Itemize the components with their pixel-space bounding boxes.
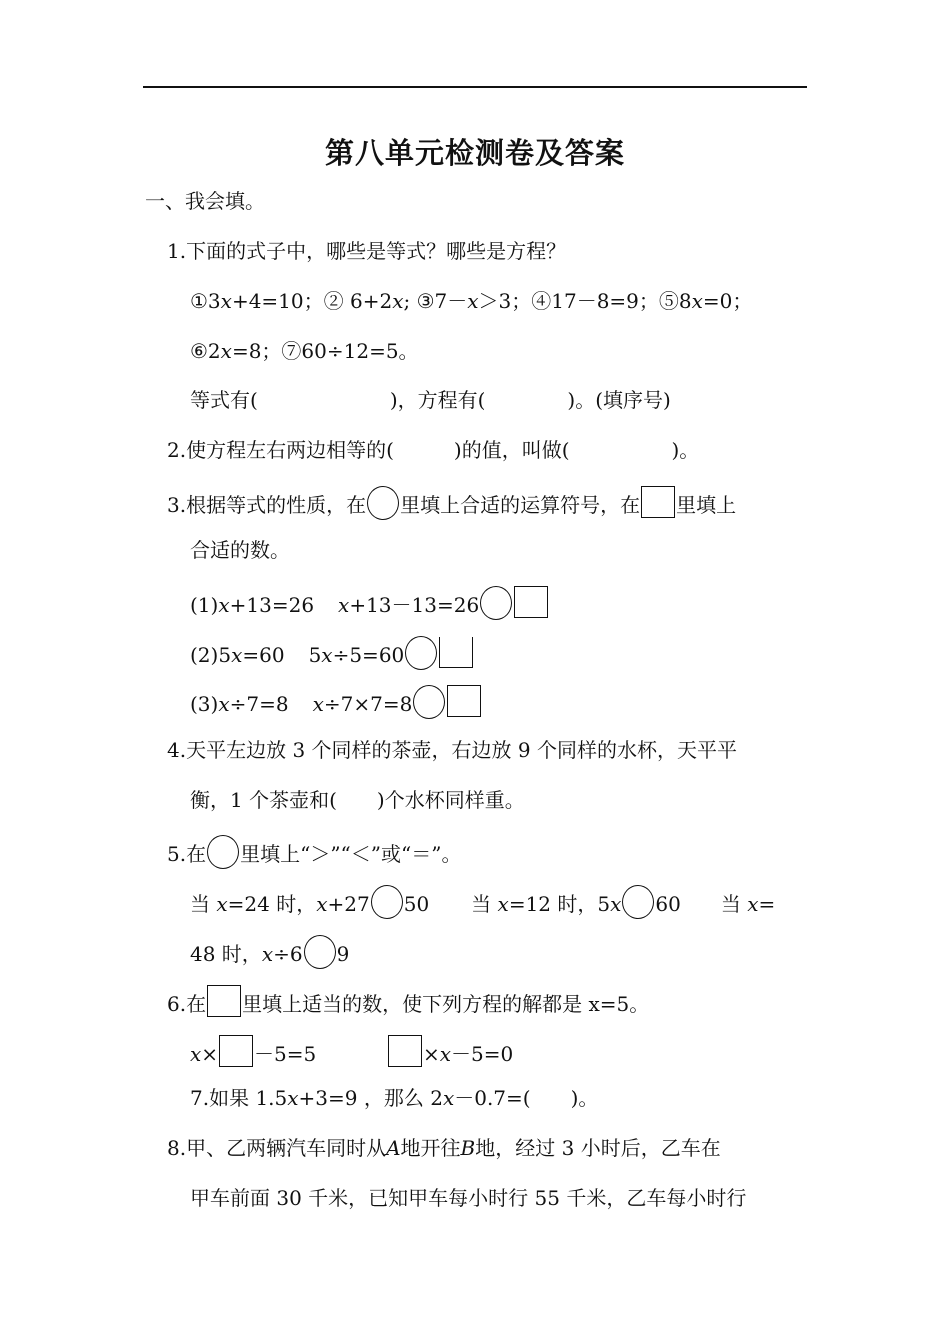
operator-circle-input[interactable] — [480, 586, 512, 620]
question-1-answer-line: 等式有( )，方程有( )。(填序号) — [190, 388, 671, 412]
number-box-input[interactable] — [514, 586, 548, 618]
question-6-equation-2: ×x－5=0 — [387, 1035, 513, 1068]
question-4-continuation: 衡，1 个茶壶和( )个水杯同样重。 — [190, 788, 525, 812]
question-6: 6.在 里填上适当的数，使下列方程的解都是 x=5。 — [167, 985, 649, 1018]
question-1-expressions-line2: ⑥2x=8；⑦60÷12=5。 — [190, 339, 419, 363]
compare-circle-input[interactable] — [622, 885, 654, 919]
question-3-part-3: (3)x÷7=8 x÷7×7=8 — [190, 685, 482, 719]
header-rule — [143, 86, 807, 88]
question-4: 4.天平左边放 3 个同样的茶壶，右边放 9 个同样的水杯，天平平 — [167, 738, 737, 762]
square-box-icon — [207, 985, 241, 1017]
number-box-input[interactable] — [388, 1035, 422, 1067]
question-3: 3.根据等式的性质，在 里填上合适的运算符号，在 里填上 — [167, 486, 736, 520]
number-box-input[interactable] — [439, 637, 473, 668]
question-6-equation-1: x× －5=5 — [190, 1035, 316, 1068]
circle-symbol-icon — [367, 486, 399, 520]
question-3-continuation: 合适的数。 — [190, 538, 290, 562]
question-7: 7.如果 1.5x+3=9 ，那么 2x－0.7=( )。 — [190, 1086, 599, 1110]
circle-symbol-icon — [207, 835, 239, 869]
number-box-input[interactable] — [219, 1035, 253, 1067]
question-1-expressions-line1: ①3x+4=10；② 6+2x; ③7－x＞3；④17－8=9；⑤8x=0； — [190, 289, 753, 313]
question-2: 2.使方程左右两边相等的( )的值，叫做( )。 — [167, 438, 700, 462]
question-5-line-2: 48 时，x÷6 9 — [190, 935, 349, 969]
compare-circle-input[interactable] — [304, 935, 336, 969]
question-1: 1.下面的式子中，哪些是等式？哪些是方程？ — [167, 239, 567, 263]
question-3-part-2: (2)5x=60 5x÷5=60 — [190, 636, 474, 670]
square-box-icon — [641, 486, 675, 518]
question-8: 8.甲、乙两辆汽车同时从A地开往B地，经过 3 小时后，乙车在 — [167, 1136, 721, 1160]
compare-circle-input[interactable] — [371, 885, 403, 919]
question-3-part-1: (1)x+13=26 x+13－13=26 — [190, 586, 549, 620]
number-box-input[interactable] — [447, 685, 481, 717]
question-5: 5.在 里填上“＞”“＜”或“＝”。 — [167, 835, 461, 869]
question-5-line-1: 当 x=24 时，x+27 50 当 x=12 时，5x 60 当 x= — [190, 885, 775, 919]
page-title: 第八单元检测卷及答案 — [324, 136, 625, 170]
section-heading: 一、我会填。 — [145, 189, 265, 213]
question-8-continuation: 甲车前面 30 千米，已知甲车每小时行 55 千米，乙车每小时行 — [190, 1186, 747, 1210]
operator-circle-input[interactable] — [413, 685, 445, 719]
operator-circle-input[interactable] — [405, 636, 437, 670]
